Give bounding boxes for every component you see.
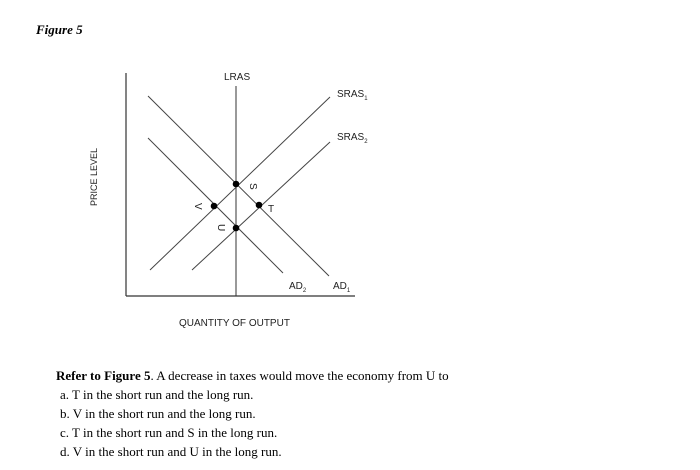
answer-options <box>56 385 676 461</box>
point-s-label: S <box>247 183 258 190</box>
question-block <box>56 366 676 461</box>
point-u-label: U <box>215 224 226 232</box>
point-v-dot <box>211 203 218 210</box>
option-b[interactable]: b. V in the short run and the long run. <box>60 406 256 421</box>
point-v-label: V <box>192 203 203 210</box>
question-text: . A decrease in taxes would move the economy from U to <box>150 368 449 383</box>
option-d[interactable]: d. V in the short run and U in the long run. <box>60 444 282 459</box>
lras-label: LRAS <box>224 72 251 83</box>
question-stem <box>56 366 676 385</box>
point-s-dot <box>233 181 240 188</box>
point-t-dot <box>256 202 263 209</box>
point-t-label: T <box>268 204 275 215</box>
figure-reference: Refer to Figure 5 <box>56 368 151 383</box>
ad1-label: $AD_1$ <box>333 281 351 294</box>
sras1-label: $SRAS_1$ <box>337 89 368 102</box>
point-u-dot <box>233 225 240 232</box>
option-c[interactable]: c. T in the short run and S in the long run. <box>60 425 278 440</box>
sras1-line <box>150 97 330 270</box>
sras2-label: $SRAS_2$ <box>337 132 368 145</box>
y-axis-label: PRICE LEVEL <box>89 147 99 206</box>
figure-title: Figure 5 <box>36 22 83 37</box>
option-a[interactable]: a. T in the short run and the long run. <box>60 387 254 402</box>
x-axis-label: QUANTITY OF OUTPUT <box>179 318 290 329</box>
ad2-label: $AD_2$ <box>289 281 307 294</box>
